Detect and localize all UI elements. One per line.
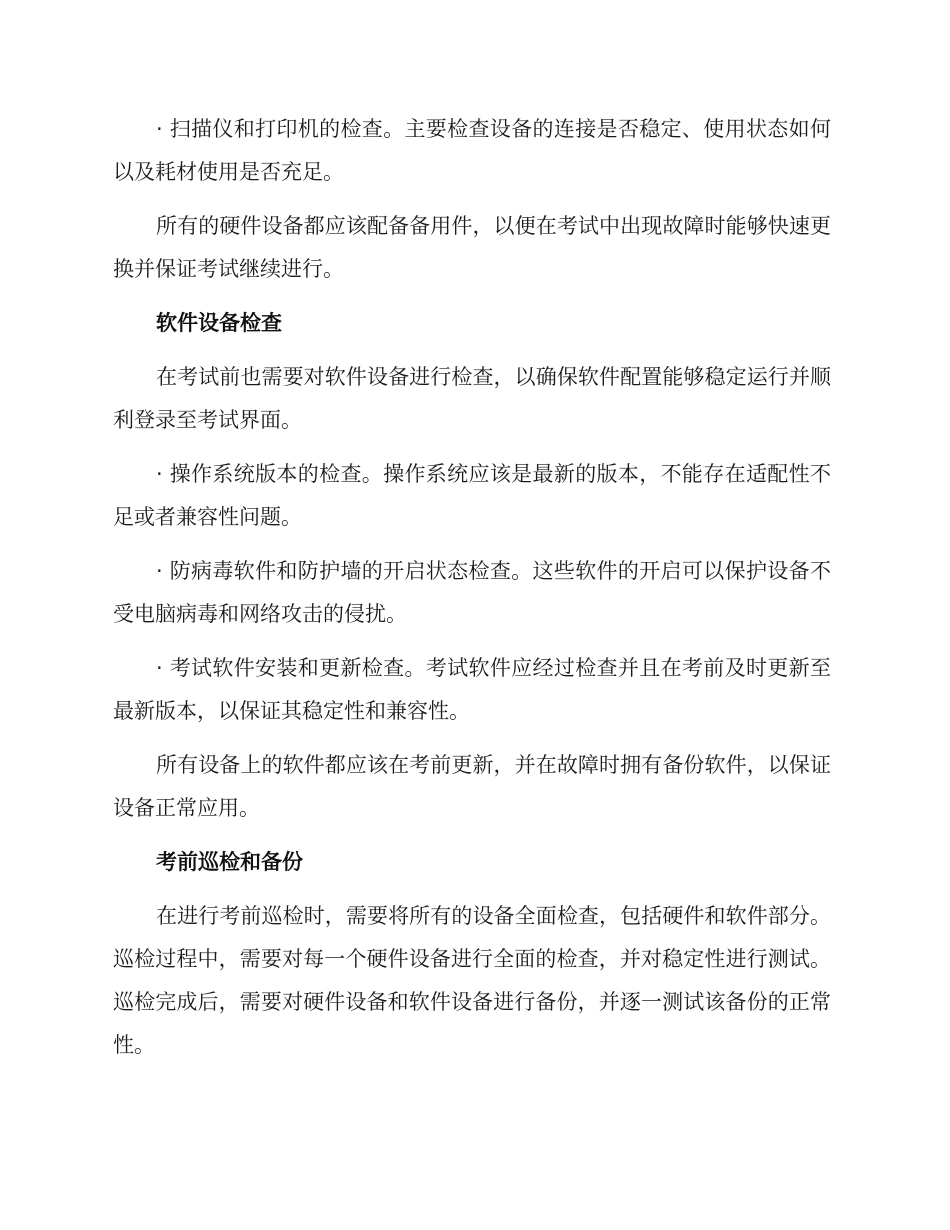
document-body	[113, 108, 831, 1078]
bullet-scanner-printer-check: · 扫描仪和打印机的检查。主要检查设备的连接是否稳定、使用状态如何以及耗材使用是否充足。	[113, 117, 831, 184]
paragraph-inspection-process: 在进行考前巡检时，需要将所有的设备全面检查，包括硬件和软件部分。巡检过程中，需要对每一个硬件设备进行全面的检查，并对稳定性进行测试。巡检完成后，需要对硬件设备和软件设备进行备份，并逐一测试该备份的正常性。	[113, 904, 831, 1057]
paragraph-hardware-spares: 所有的硬件设备都应该配备备用件，以便在考试中出现故障时能够快速更换并保证考试继续进行。	[113, 214, 831, 281]
paragraph-software-backup: 所有设备上的软件都应该在考前更新，并在故障时拥有备份软件，以保证设备正常应用。	[113, 753, 831, 820]
paragraph-software-intro: 在考试前也需要对软件设备进行检查，以确保软件配置能够稳定运行并顺利登录至考试界面。	[113, 365, 831, 432]
heading-inspection-backup: 考前巡检和备份	[156, 850, 303, 874]
bullet-antivirus-firewall-check: · 防病毒软件和防护墙的开启状态检查。这些软件的开启可以保护设备不受电脑病毒和网络攻击的侵扰。	[113, 559, 831, 626]
bullet-exam-software-check: · 考试软件安装和更新检查。考试软件应经过检查并且在考前及时更新至最新版本，以保证其稳定性和兼容性。	[113, 656, 831, 723]
heading-software-check: 软件设备检查	[156, 311, 282, 335]
bullet-os-version-check: · 操作系统版本的检查。操作系统应该是最新的版本，不能存在适配性不足或者兼容性问题。	[113, 462, 831, 529]
